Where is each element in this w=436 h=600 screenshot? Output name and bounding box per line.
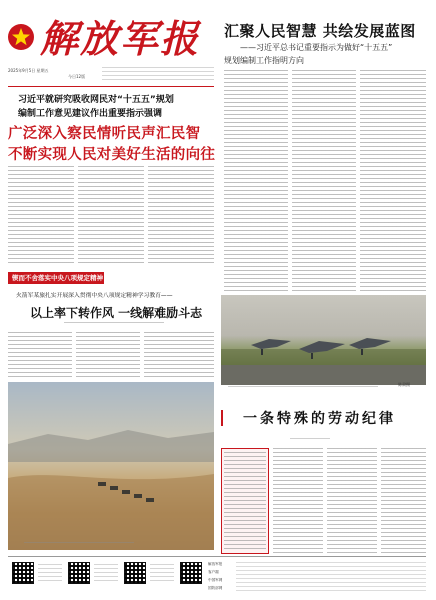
footer-text-1 [38,564,62,582]
second-body-col-2 [76,332,140,378]
top-right-subhead-1: ——习近平总书记重要指示为做好“十五五” [240,43,393,52]
lead-kicker-2: 编制工作意见建议作出重要指示强调 [18,109,163,119]
jets-illustration [221,295,426,385]
footer-text-2 [94,564,118,582]
qr-code-2[interactable] [68,562,90,584]
feature-headline: 一条特殊的劳动纪律 [243,411,396,427]
footer-link-2[interactable]: 客户端 [208,570,219,574]
star-icon [11,27,31,47]
top-right-headline: 汇聚人民智慧 共绘发展蓝图 [224,22,416,40]
qr-code-4[interactable] [180,562,202,584]
feature-body-col-0 [224,452,266,550]
footer-link-4[interactable]: 国防部网 [208,586,223,590]
footer-link-1[interactable]: 解放军报 [208,562,223,566]
top-right-body-col-1 [224,70,288,292]
issue-count: 今日12版 [68,74,86,79]
lead-headline-2: 不断实现人民对美好生活的向往 [8,147,216,163]
issue-date: 2025年9月5日 星期五 [8,68,49,73]
feature-body-col-2 [327,448,377,554]
second-story-headline: 以上率下转作风 一线解难励斗志 [30,306,203,320]
jets-photo-credit: 陈肃摄 [398,382,410,387]
feature-body-col-1 [273,448,323,554]
lead-body-col-1 [8,166,74,264]
army-emblem-icon [8,24,34,50]
desert-photo-caption [24,542,134,546]
footer-divider [8,556,426,557]
second-body-col-1 [8,332,72,378]
lead-headline-1: 广泛深入察民情听民声汇民智 [8,126,201,142]
masthead-meta-text [102,67,214,81]
feature-byline [290,438,330,442]
qr-code-1[interactable] [12,562,34,584]
byline [64,322,164,326]
footer-right-text [236,562,426,594]
masthead-logo: 解放军报 [40,16,201,61]
jets-photo-caption [228,386,378,390]
footer-links [208,560,228,596]
lead-body-col-2 [78,166,144,264]
lead-body-col-3 [148,166,214,264]
top-right-body-col-2 [292,70,356,292]
second-body-col-3 [144,332,214,378]
footer-link-3[interactable]: 中国军网 [208,578,223,582]
lead-kicker-1: 习近平就研究吸收网民对“十五五”规划 [18,95,174,105]
footer-text-3 [150,564,174,582]
top-right-body-col-3 [360,70,426,292]
desert-illustration [8,382,214,550]
lead-divider [8,86,214,87]
masthead [6,18,216,82]
desert-convoy-photo [8,382,214,550]
section-banner: 锲而不舍落实中央八项规定精神 [8,272,104,284]
feature-body-col-3 [381,448,426,554]
top-right-subhead-2: 规划编制工作指明方向 [224,56,304,65]
feature-accent-bar [221,410,223,426]
second-story-kicker: 火箭军某旅扎实开展深入贯彻中央八项规定精神学习教育—— [16,293,173,299]
qr-code-3[interactable] [124,562,146,584]
fighter-jets-photo [221,295,426,385]
feature-headline-box [221,400,426,434]
